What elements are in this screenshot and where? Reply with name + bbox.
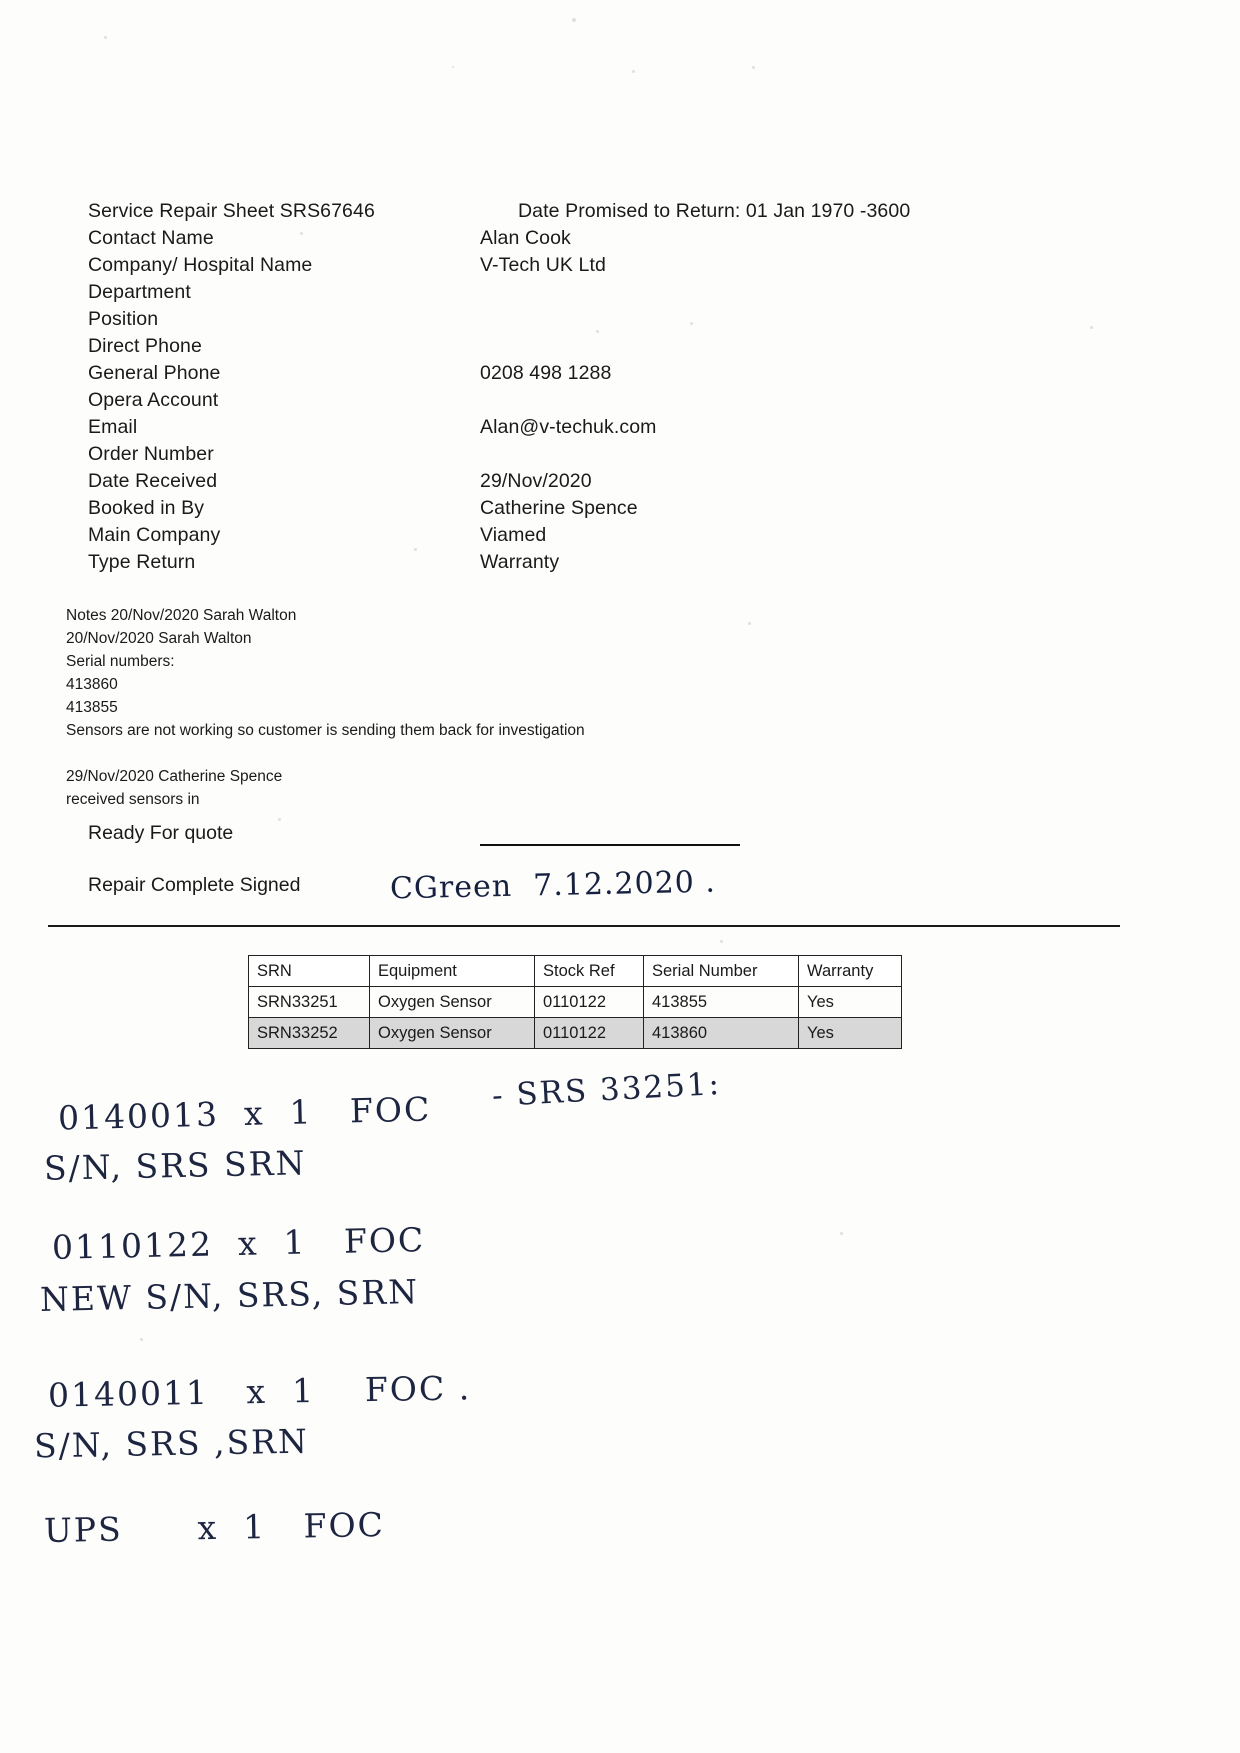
- cell-equipment: Oxygen Sensor: [370, 987, 535, 1018]
- field-value-date-received: 29/Nov/2020: [480, 470, 592, 492]
- scan-speck: [104, 36, 107, 39]
- handwritten-line-3: 0110122 x 1 FOC: [51, 1220, 426, 1267]
- scan-speck: [632, 70, 635, 73]
- field-row-title: [88, 200, 988, 227]
- field-value-main-company: Viamed: [480, 524, 547, 546]
- field-value-type-return: Warranty: [480, 551, 560, 573]
- notes-line: 413855: [66, 699, 118, 716]
- equipment-table: [248, 955, 902, 1049]
- field-label-direct-phone: Direct Phone: [88, 335, 202, 357]
- table-header-row: [249, 956, 902, 987]
- table-row: [249, 1018, 902, 1049]
- field-label-general-phone: General Phone: [88, 362, 221, 384]
- notes-line: received sensors in: [66, 791, 200, 808]
- field-label-type-return: Type Return: [88, 551, 196, 573]
- column-header-serial-number: Serial Number: [644, 956, 799, 987]
- scan-speck: [278, 818, 281, 821]
- column-header-equipment: Equipment: [370, 956, 535, 987]
- handwritten-line-5: 0140011 x 1 FOC .: [47, 1368, 472, 1415]
- scan-speck: [840, 1232, 843, 1235]
- field-label-department: Department: [88, 281, 191, 303]
- repair-complete-label: Repair Complete Signed: [88, 874, 301, 896]
- field-row-contact-name: [88, 227, 988, 254]
- section-divider: [48, 925, 1120, 927]
- scan-speck: [572, 18, 576, 22]
- field-value-booked-in-by: Catherine Spence: [480, 497, 638, 519]
- column-header-stock-ref: Stock Ref: [535, 956, 644, 987]
- cell-warranty: Yes: [799, 1018, 902, 1049]
- handwritten-line-6: S/N, SRS ,SRN: [33, 1421, 310, 1466]
- field-row-position: [88, 308, 988, 335]
- notes-line: Notes 20/Nov/2020 Sarah Walton: [66, 607, 297, 624]
- cell-warranty: Yes: [799, 987, 902, 1018]
- field-label-position: Position: [88, 308, 159, 330]
- table-row: [249, 987, 902, 1018]
- field-row-main-company: [88, 524, 988, 551]
- cell-stock-ref: 0110122: [535, 1018, 644, 1049]
- repair-sheet-fields: [88, 200, 988, 578]
- scan-speck: [1090, 326, 1093, 329]
- field-row-date-received: [88, 470, 988, 497]
- cell-equipment: Oxygen Sensor: [370, 1018, 535, 1049]
- handwritten-line-4: NEW S/N, SRS, SRN: [39, 1272, 420, 1319]
- field-row-general-phone: [88, 362, 988, 389]
- field-value-email: Alan@v-techuk.com: [480, 416, 657, 438]
- notes-line: 20/Nov/2020 Sarah Walton: [66, 630, 252, 647]
- field-label-email: Email: [88, 416, 138, 438]
- field-label-date-received: Date Received: [88, 470, 218, 492]
- field-value-company-name: V-Tech UK Ltd: [480, 254, 606, 276]
- column-header-warranty: Warranty: [799, 956, 902, 987]
- field-label-company-name: Company/ Hospital Name: [88, 254, 313, 276]
- notes-line: 29/Nov/2020 Catherine Spence: [66, 768, 283, 785]
- notes-line: 413860: [66, 676, 118, 693]
- field-value-contact-name: Alan Cook: [480, 227, 571, 249]
- field-label-order-number: Order Number: [88, 443, 214, 465]
- field-value-general-phone: 0208 498 1288: [480, 362, 612, 384]
- ready-for-quote-label: Ready For quote: [88, 822, 234, 844]
- handwritten-line-1b: - SRS 33251:: [491, 1066, 722, 1114]
- field-label-opera-account: Opera Account: [88, 389, 219, 411]
- notes-block: [66, 604, 926, 811]
- field-row-company-name: [88, 254, 988, 281]
- date-promised-value: Date Promised to Return: 01 Jan 1970 -3600: [518, 200, 911, 222]
- signature-handwritten: CGreen 7.12.2020 .: [389, 864, 717, 907]
- scan-speck: [452, 66, 454, 68]
- cell-serial-number: 413860: [644, 1018, 799, 1049]
- handwritten-line-7: UPS x 1 FOC: [43, 1505, 386, 1550]
- cell-srn: SRN33251: [249, 987, 370, 1018]
- cell-serial-number: 413855: [644, 987, 799, 1018]
- field-label-main-company: Main Company: [88, 524, 221, 546]
- handwritten-line-1: 0140013 x 1 FOC: [57, 1089, 432, 1138]
- field-row-booked-in-by: [88, 497, 988, 524]
- cell-stock-ref: 0110122: [535, 987, 644, 1018]
- notes-line: Serial numbers:: [66, 653, 175, 670]
- scan-speck: [752, 66, 755, 69]
- notes-line: Sensors are not working so customer is sending them back for investigation: [66, 722, 585, 739]
- equipment-table-wrap: [248, 955, 902, 1049]
- column-header-srn: SRN: [249, 956, 370, 987]
- field-row-direct-phone: [88, 335, 988, 362]
- scan-speck: [720, 940, 723, 943]
- field-row-email: [88, 416, 988, 443]
- field-row-opera-account: [88, 389, 988, 416]
- ready-for-quote-row: [88, 822, 988, 874]
- notes-spacer: [66, 742, 926, 765]
- handwritten-line-2: S/N, SRS SRN: [43, 1143, 307, 1188]
- cell-srn: SRN33252: [249, 1018, 370, 1049]
- field-label-contact-name: Contact Name: [88, 227, 214, 249]
- page-title: Service Repair Sheet SRS67646: [88, 200, 375, 222]
- field-label-booked-in-by: Booked in By: [88, 497, 205, 519]
- ready-for-quote-line: [480, 844, 740, 846]
- field-row-order-number: [88, 443, 988, 470]
- scan-speck: [140, 1338, 143, 1341]
- field-row-department: [88, 281, 988, 308]
- field-row-type-return: [88, 551, 988, 578]
